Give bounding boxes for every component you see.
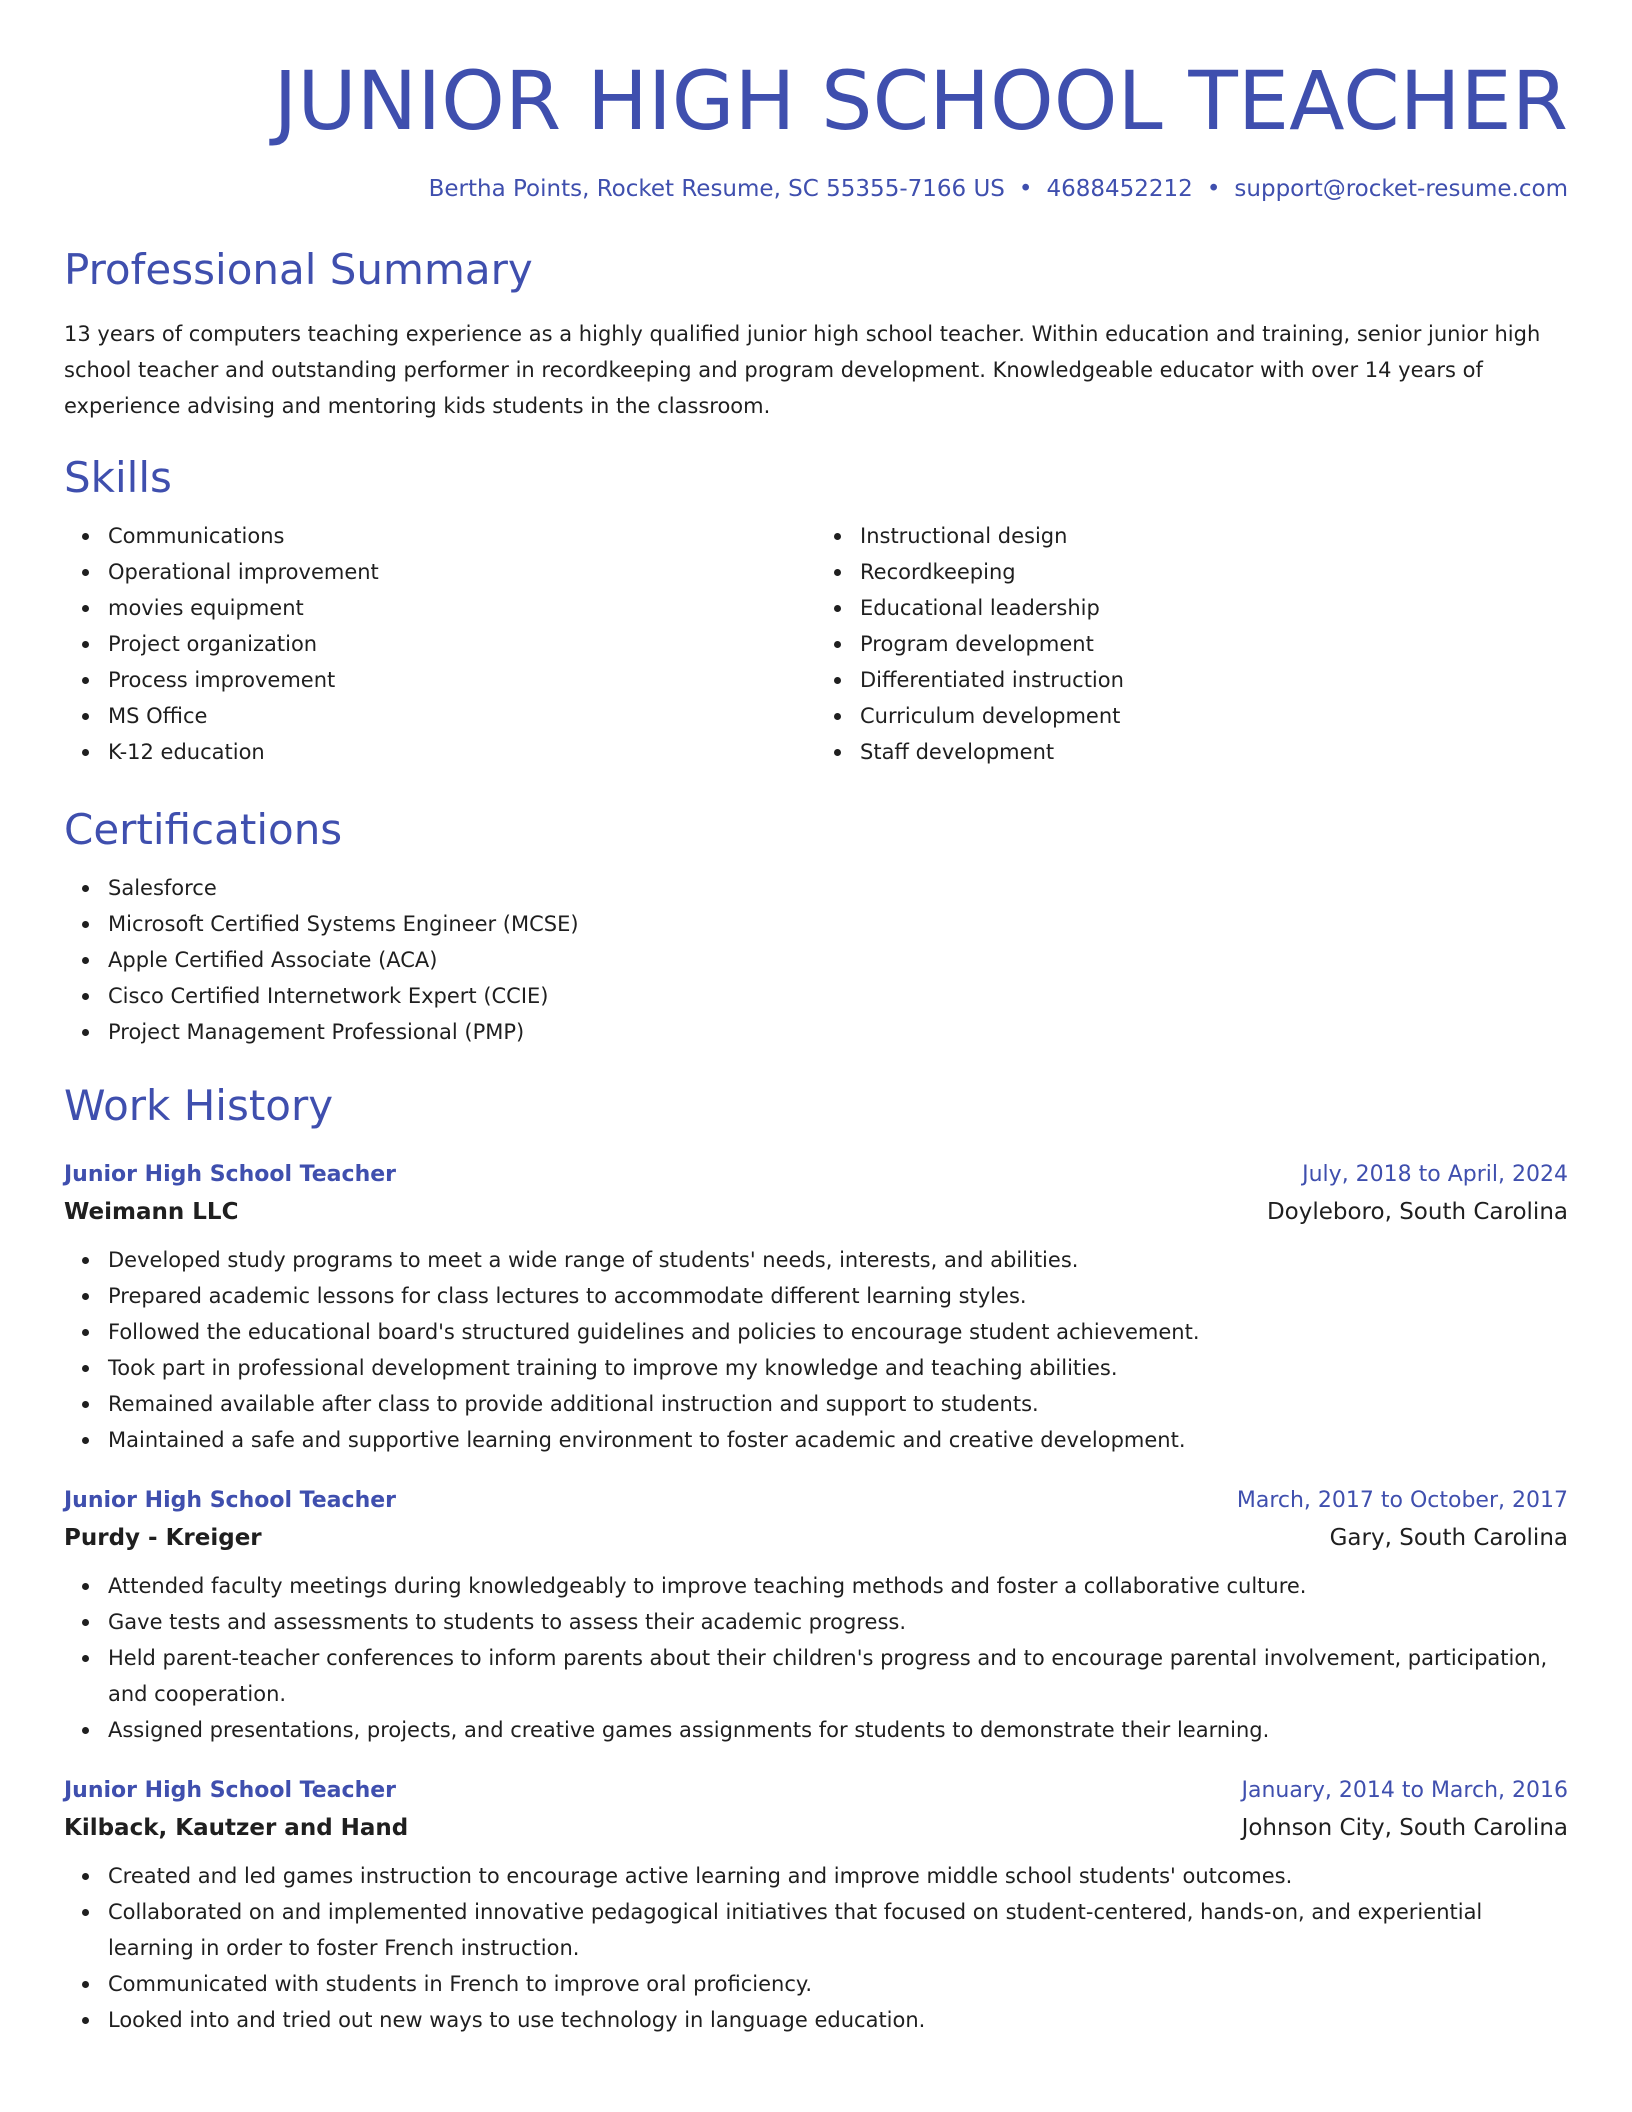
list-item: Took part in professional development training to improve my knowledge and teaching abilities. bbox=[108, 1350, 1568, 1386]
contact-separator: • bbox=[1206, 176, 1221, 202]
work-history-heading: Work History bbox=[64, 1081, 334, 1130]
list-item: MS Office bbox=[108, 698, 816, 734]
certifications-list bbox=[64, 870, 1568, 1050]
skills-list-left bbox=[64, 518, 816, 770]
page-title: JUNIOR HIGH SCHOOL TEACHER bbox=[273, 55, 1568, 149]
job-title: Junior High School Teacher bbox=[64, 1488, 396, 1513]
list-item: Operational improvement bbox=[108, 554, 816, 590]
job-entry bbox=[64, 1774, 1568, 2038]
list-item: Staff development bbox=[860, 734, 1568, 770]
contact-line bbox=[64, 174, 1568, 204]
summary-heading: Professional Summary bbox=[64, 245, 533, 294]
job-location: Doyleboro, South Carolina bbox=[1266, 1199, 1568, 1225]
job-company: Weimann LLC bbox=[64, 1199, 239, 1225]
job-company-row bbox=[64, 1518, 1568, 1558]
list-item: Held parent-teacher conferences to inform parents about their children's progress and to encourage parental involvement, participation, and cooperation. bbox=[108, 1640, 1568, 1712]
job-title-row bbox=[64, 1484, 1568, 1518]
job-bullets bbox=[64, 1858, 1568, 2038]
job-title-row bbox=[64, 1774, 1568, 1808]
contact-separator: • bbox=[1018, 176, 1033, 202]
list-item: Collaborated on and implemented innovative pedagogical initiatives that focused on student-centered, hands-on, and experiential learning in order to foster French instruction. bbox=[108, 1894, 1568, 1966]
contact-address: Bertha Points, Rocket Resume, SC 55355-7166 US bbox=[428, 176, 1005, 202]
list-item: Followed the educational board's structured guidelines and policies to encourage student achievement. bbox=[108, 1314, 1568, 1350]
list-item: Curriculum development bbox=[860, 698, 1568, 734]
job-title-row bbox=[64, 1158, 1568, 1192]
list-item: Remained available after class to provide additional instruction and support to students. bbox=[108, 1386, 1568, 1422]
list-item: K-12 education bbox=[108, 734, 816, 770]
job-dates: March, 2017 to October, 2017 bbox=[1236, 1488, 1568, 1513]
list-item: Program development bbox=[860, 626, 1568, 662]
list-item: Project Management Professional (PMP) bbox=[108, 1014, 1568, 1050]
list-item: Process improvement bbox=[108, 662, 816, 698]
skills-column-right bbox=[816, 518, 1568, 770]
job-company: Purdy - Kreiger bbox=[64, 1525, 262, 1551]
list-item: Salesforce bbox=[108, 870, 1568, 906]
list-item: Communicated with students in French to improve oral proficiency. bbox=[108, 1966, 1568, 2002]
list-item: Differentiated instruction bbox=[860, 662, 1568, 698]
job-company-row bbox=[64, 1192, 1568, 1232]
list-item: Maintained a safe and supportive learning environment to foster academic and creative development. bbox=[108, 1422, 1568, 1458]
job-entry bbox=[64, 1484, 1568, 1748]
job-dates: July, 2018 to April, 2024 bbox=[1302, 1162, 1568, 1187]
list-item: Cisco Certified Internetwork Expert (CCIE) bbox=[108, 978, 1568, 1014]
summary-text: 13 years of computers teaching experience as a highly qualified junior high school teacher. Within education and training, senior junior high school teacher and outstanding performer in recordkeeping and program development. Knowledgeable educator with over 14 years of experience advising and mentoring kids students in the classroom. bbox=[64, 322, 1541, 418]
list-item: Assigned presentations, projects, and creative games assignments for students to demonstrate their learning. bbox=[108, 1712, 1568, 1748]
list-item: Prepared academic lessons for class lectures to accommodate different learning styles. bbox=[108, 1278, 1568, 1314]
list-item: Instructional design bbox=[860, 518, 1568, 554]
list-item: Attended faculty meetings during knowledgeably to improve teaching methods and foster a collaborative culture. bbox=[108, 1568, 1568, 1604]
job-entry bbox=[64, 1158, 1568, 1458]
skills-heading: Skills bbox=[64, 453, 172, 502]
resume-header bbox=[64, 0, 1568, 204]
list-item: Project organization bbox=[108, 626, 816, 662]
job-company: Kilback, Kautzer and Hand bbox=[64, 1815, 409, 1841]
list-item: Created and led games instruction to encourage active learning and improve middle school students' outcomes. bbox=[108, 1858, 1568, 1894]
job-bullets bbox=[64, 1568, 1568, 1748]
job-location: Johnson City, South Carolina bbox=[1241, 1815, 1568, 1841]
list-item: Gave tests and assessments to students to assess their academic progress. bbox=[108, 1604, 1568, 1640]
job-dates: January, 2014 to March, 2016 bbox=[1241, 1778, 1568, 1803]
list-item: Looked into and tried out new ways to use technology in language education. bbox=[108, 2002, 1568, 2038]
list-item: Educational leadership bbox=[860, 590, 1568, 626]
skills-column-left bbox=[64, 518, 816, 770]
list-item: movies equipment bbox=[108, 590, 816, 626]
job-title: Junior High School Teacher bbox=[64, 1162, 396, 1187]
list-item: Microsoft Certified Systems Engineer (MCSE) bbox=[108, 906, 1568, 942]
list-item: Apple Certified Associate (ACA) bbox=[108, 942, 1568, 978]
contact-email: support@rocket-resume.com bbox=[1234, 176, 1568, 202]
job-title: Junior High School Teacher bbox=[64, 1778, 396, 1803]
list-item: Developed study programs to meet a wide range of students' needs, interests, and abilities. bbox=[108, 1242, 1568, 1278]
job-location: Gary, South Carolina bbox=[1329, 1525, 1568, 1551]
skills-grid bbox=[64, 518, 1568, 770]
job-company-row bbox=[64, 1808, 1568, 1848]
contact-phone: 4688452212 bbox=[1046, 176, 1193, 202]
job-bullets bbox=[64, 1242, 1568, 1458]
skills-list-right bbox=[816, 518, 1568, 770]
list-item: Recordkeeping bbox=[860, 554, 1568, 590]
certifications-heading: Certifications bbox=[64, 805, 343, 854]
list-item: Communications bbox=[108, 518, 816, 554]
